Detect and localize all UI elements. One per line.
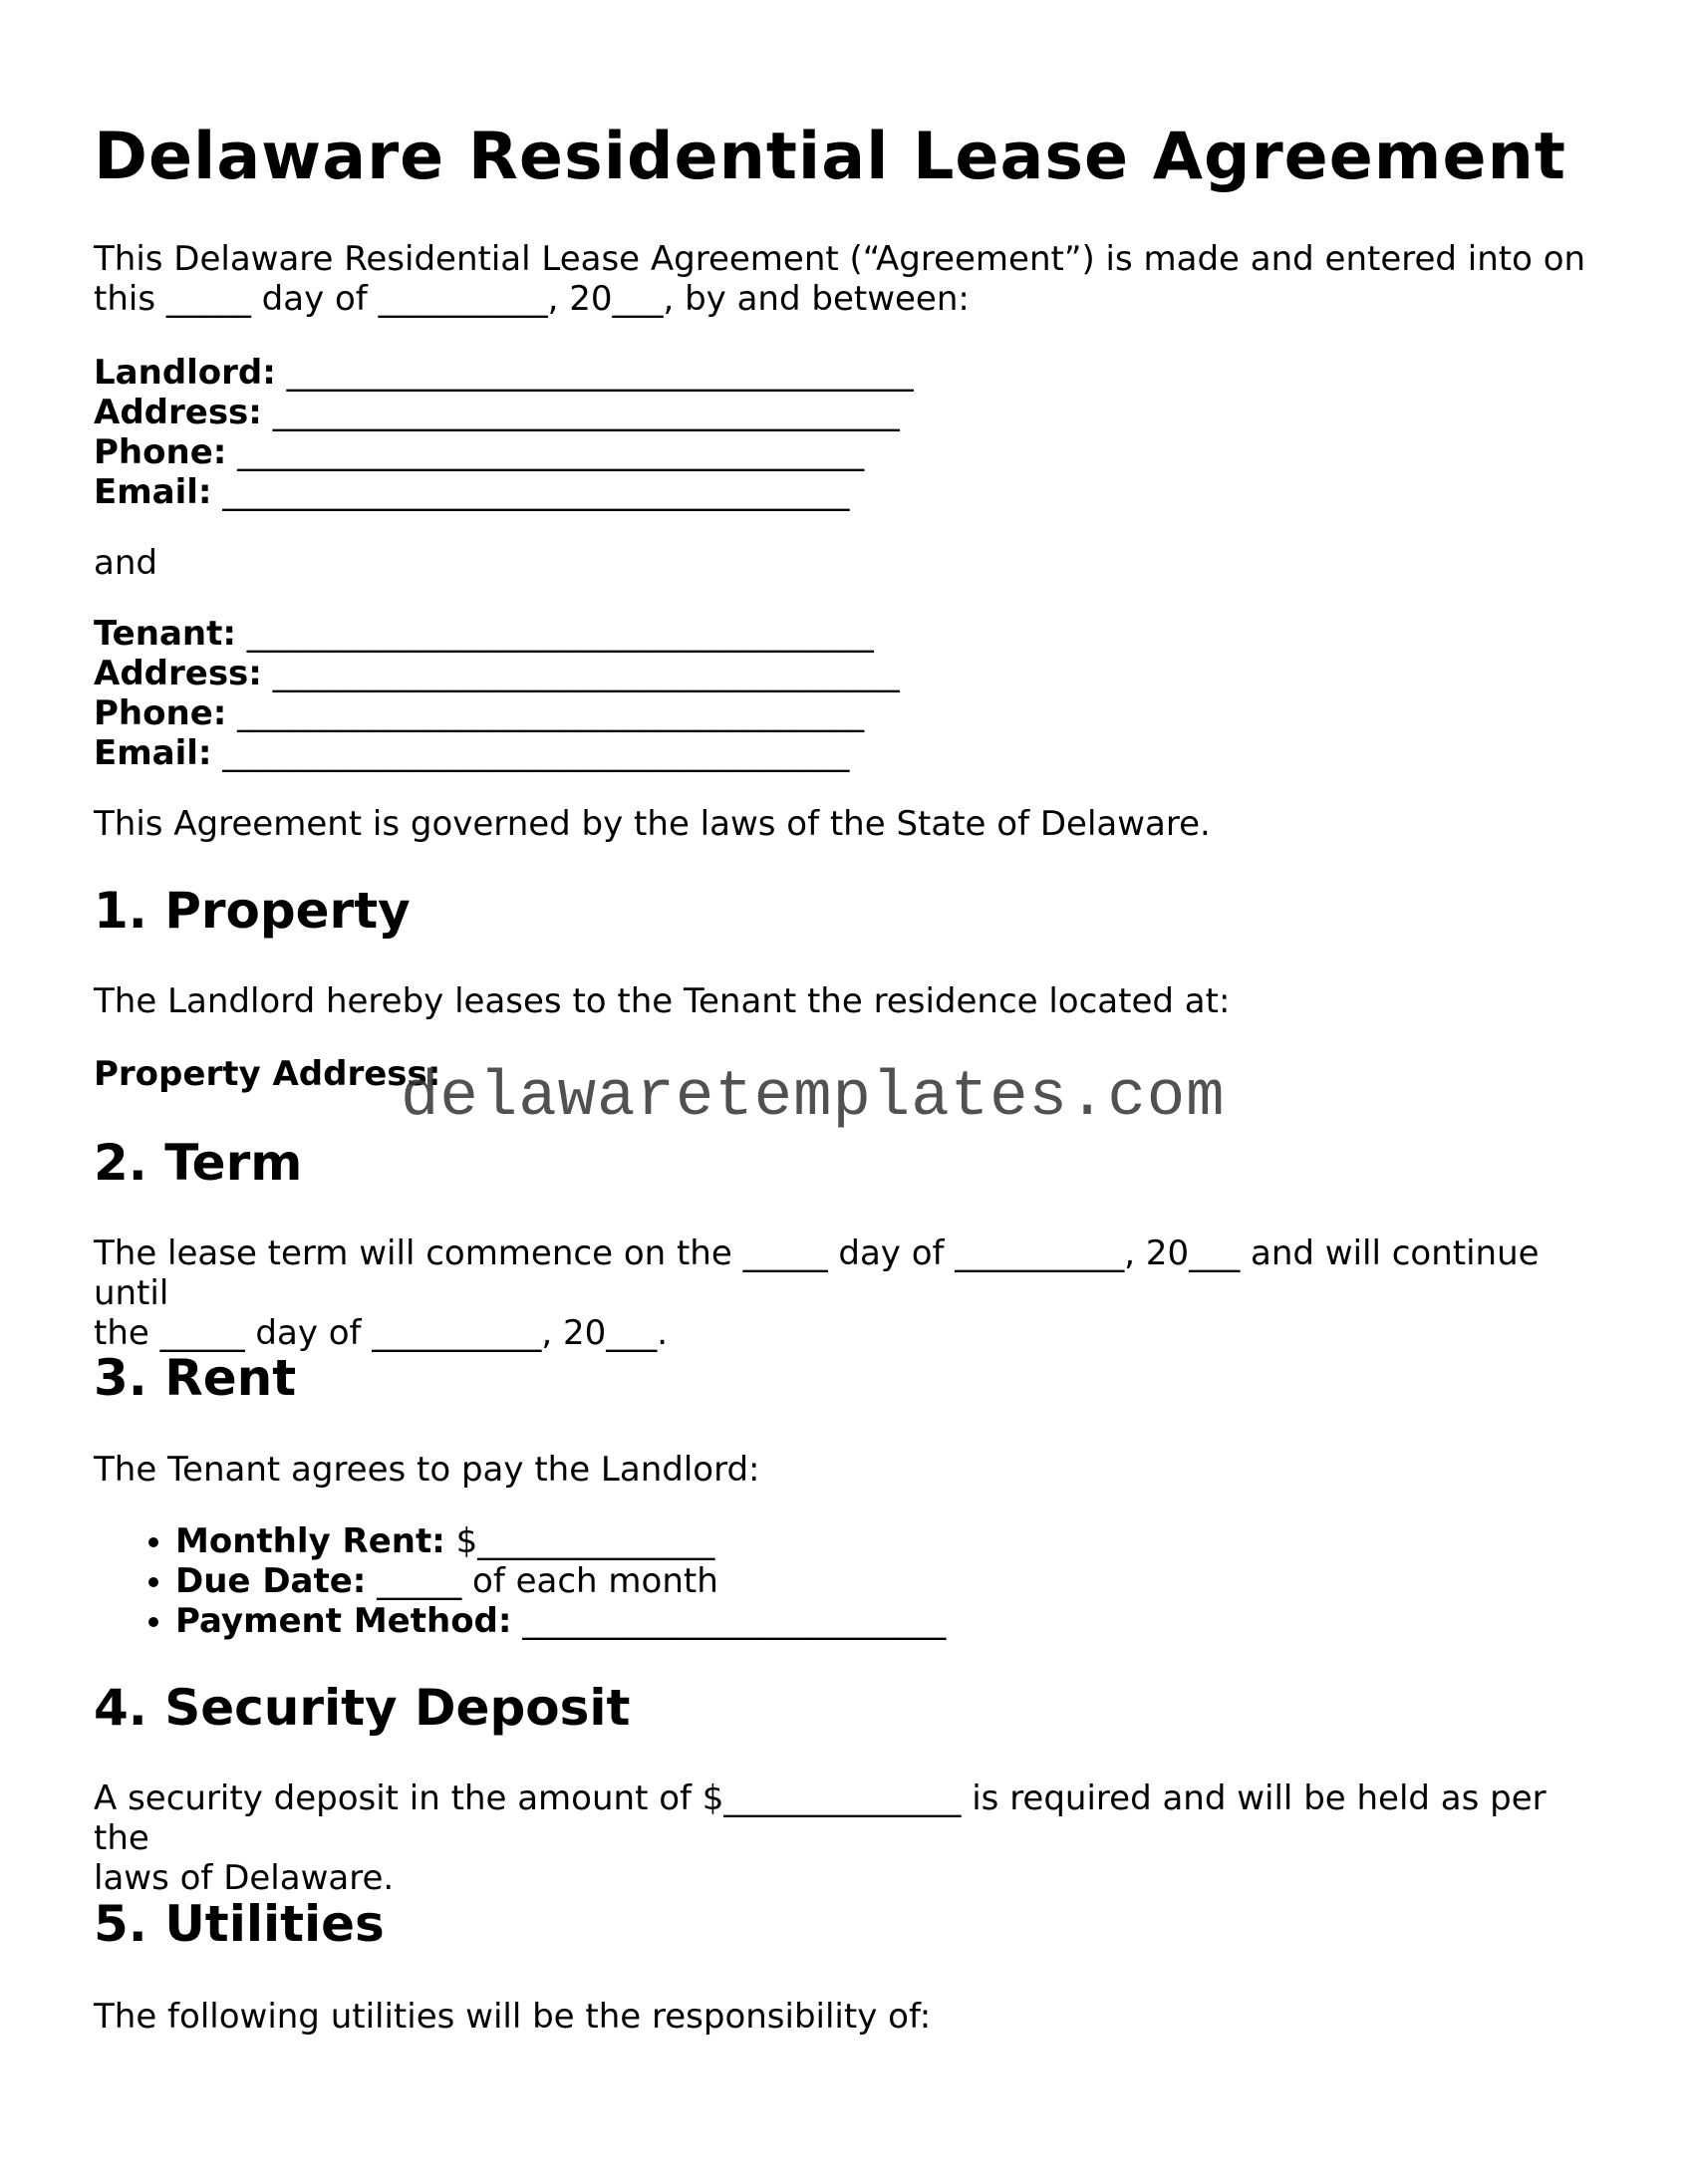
property-address-row — [94, 1054, 440, 1094]
rent-item-label: Due Date: — [175, 1561, 367, 1601]
section-heading-rent: 3. Rent — [94, 1349, 297, 1407]
landlord-address-label: Address: — [94, 393, 262, 432]
intro-line-1: This Delaware Residential Lease Agreement (“Agreement”) is made and entered into on — [94, 239, 1586, 279]
utilities-text: The following utilities will be the responsibility of: — [94, 1997, 932, 2037]
landlord-name-field: _____________________________________ — [275, 353, 914, 393]
tenant-name-row — [94, 614, 900, 654]
watermark-text: delawaretemplates.com — [401, 1062, 1226, 1134]
rent-item-label: Payment Method: — [175, 1601, 512, 1641]
deposit-paragraph — [94, 1778, 1598, 1898]
list-item — [175, 1521, 946, 1561]
landlord-name-label: Landlord: — [94, 353, 276, 393]
tenant-block — [94, 614, 900, 773]
property-text: The Landlord hereby leases to the Tenant the residence located at: — [94, 981, 1231, 1021]
tenant-address-field: _____________________________________ — [261, 654, 900, 693]
tenant-email-field: _____________________________________ — [211, 733, 850, 773]
section-heading-utilities: 5. Utilities — [94, 1895, 385, 1953]
landlord-email-field: _____________________________________ — [211, 472, 850, 512]
rent-item-value: $______________ — [444, 1521, 715, 1561]
landlord-address-row — [94, 393, 914, 432]
term-paragraph — [94, 1233, 1598, 1353]
tenant-name-field: _____________________________________ — [235, 614, 874, 654]
tenant-phone-label: Phone: — [94, 693, 227, 733]
rent-item-label: Monthly Rent: — [175, 1521, 445, 1561]
landlord-email-row — [94, 472, 914, 512]
and-text: and — [94, 543, 157, 583]
rent-item-value: _____ of each month — [366, 1561, 718, 1601]
tenant-phone-row — [94, 693, 900, 733]
section-heading-security-deposit: 4. Security Deposit — [94, 1679, 631, 1737]
tenant-email-label: Email: — [94, 733, 212, 773]
term-line-2: the _____ day of __________, 20___. — [94, 1313, 669, 1353]
rent-list — [94, 1521, 946, 1641]
list-item — [175, 1601, 946, 1641]
tenant-phone-field: _____________________________________ — [226, 693, 865, 733]
document-title: Delaware Residential Lease Agreement — [94, 120, 1566, 194]
deposit-line-1: A security deposit in the amount of $______________ is required and will be held as per the — [94, 1778, 1547, 1858]
tenant-email-row — [94, 733, 900, 773]
term-line-1: The lease term will commence on the _____ day of __________, 20___ and will continue until — [94, 1233, 1540, 1313]
list-item — [175, 1561, 946, 1601]
tenant-name-label: Tenant: — [94, 614, 236, 654]
property-address-label: Property Address: — [94, 1054, 441, 1094]
landlord-address-field: _____________________________________ — [261, 393, 900, 432]
intro-line-2: this _____ day of __________, 20___, by and between: — [94, 279, 970, 319]
landlord-phone-label: Phone: — [94, 432, 227, 472]
rent-item-value: _________________________ — [511, 1601, 947, 1641]
landlord-phone-row — [94, 432, 914, 472]
governing-law-text: This Agreement is governed by the laws of the State of Delaware. — [94, 804, 1211, 844]
landlord-block — [94, 353, 914, 512]
intro-paragraph — [94, 239, 1598, 319]
landlord-phone-field: _____________________________________ — [226, 432, 865, 472]
section-heading-term: 2. Term — [94, 1134, 303, 1192]
tenant-address-label: Address: — [94, 654, 262, 693]
landlord-name-row — [94, 353, 914, 393]
rent-text: The Tenant agrees to pay the Landlord: — [94, 1450, 760, 1490]
landlord-email-label: Email: — [94, 472, 212, 512]
section-heading-property: 1. Property — [94, 882, 411, 940]
deposit-line-2: laws of Delaware. — [94, 1858, 395, 1898]
tenant-address-row — [94, 654, 900, 693]
